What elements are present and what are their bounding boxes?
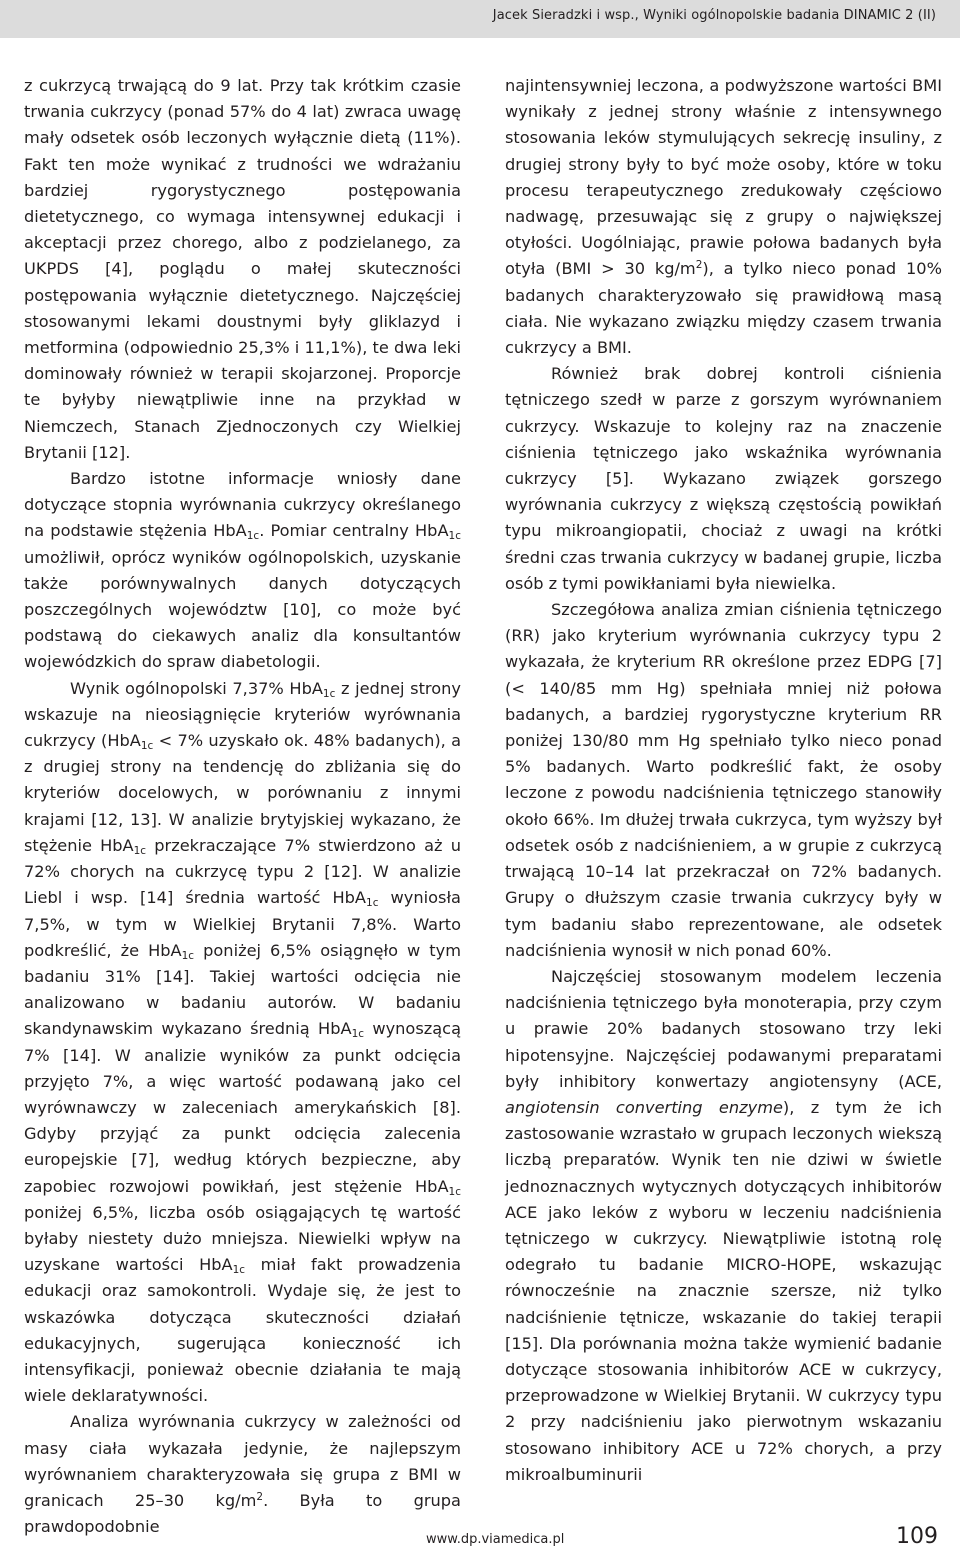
right-column xyxy=(505,73,942,1488)
paragraph: z cukrzycą trwającą do 9 lat. Przy tak krótkim czasie trwania cukrzycy (ponad 57% do 4 lat) zwraca uwagę mały odsetek osób leczonych wyłącznie dietą (11%). Fakt ten może wynikać z trudności we wdrażaniu bardziej rygorystycznego postępowania dietetycznego, co wymaga intensywnej edukacji i akceptacji przez chorego, albo z podzielanego, za UKPDS [4], poglądu o małej skuteczności postępowania wyłącznie dietetycznego. Najczęściej stosowanymi lekami doustnymi były gliklazyd i metformina (odpowiednio 25,3% i 11,1%), te dwa leki dominowały również w terapii skojarzonej. Proporcje te byłyby niewątpliwie inne na przykład w Niemczech, Stanach Zjednoczonych czy Wielkiej Brytanii [12]. xyxy=(24,76,461,462)
page-number: 109 xyxy=(896,1524,938,1549)
running-title: Jacek Sieradzki i wsp., Wyniki ogólnopolskie badania DINAMIC 2 (II) xyxy=(492,8,936,23)
running-header xyxy=(0,0,960,38)
paragraph: Najczęściej stosowanym modelem leczenia nadciśnienia tętniczego była monoterapia, przy czym u prawie 20% badanych stosowano trzy leki hipotensyjne. Najczęściej podawanymi preparatami były inhibitory konwertazy angiotensyny (ACE, angiotensin converting enzyme), z tym że ich zastosowanie wzrastało w grupach leczonych wiekszą liczbą preparatów. Wynik ten nie dziwi w świetle jednoznacznych wytycznych dotyczących inhibitorów ACE jako leków z wyboru w leczeniu nadciśnienia tętniczego w cukrzycy. Niewątpliwie istotną rolę odegrało tu badanie MICRO-HOPE, wskazując równocześnie na znacznie szersze, niż tylko nadciśnienie tętnicze, wskazanie do takiej terapii [15]. Dla porównania można także wymienić badanie dotyczące stosowania inhibitorów ACE w cukrzycy, przeprowadzone w Wielkiej Brytanii. W cukrzycy typu 2 przy nadciśnieniu jako pierwotnym wskazaniu stosowano inhibitory ACE u 72% chorych, a przy mikroalbuminurii xyxy=(505,966,943,1484)
paragraph: Również brak dobrej kontroli ciśnienia tętniczego szedł w parze z gorszym wyrównaniem cukrzycy. Wskazuje to kolejny raz na znaczenie ciśnienia tętniczego jako wskaźnika wyrównania cukrzycy [5]. Wykazano związek gorszego wyrównania cukrzycy z większą częstością powikłań typu mikroangiopatii, chociaż z uwagi na krótki średni czas trwania cukrzycy w badanej grupie, liczba osób z tymi powikłaniami była niewielka. xyxy=(505,364,942,593)
paragraph: najintensywniej leczona, a podwyższone wartości BMI wynikały z jednej strony właśnie z intensywnego stosowania leków stymulujących sekrecję insuliny, z drugiej strony były to być może osoby, które w toku procesu terapeutycznego zredukowały częściowo nadwagę, przesuwając się z grupy o największej otyłości. Uogólniając, prawie połowa badanych była otyła (BMI > 30 $kg/m^2$), a tylko nieco ponad 10% badanych charakteryzowało się prawidłową masą ciała. Nie wykazano związku między czasem trwania cukrzycy a BMI. xyxy=(505,76,942,358)
paragraph: Bardzo istotne informacje wniosły dane dotyczące stopnia wyrównania cukrzycy określanego na podstawie stężenia HbA$_{1c}$. Pomiar centralny HbA$_{1c}$ umożliwił, oprócz wyników ogólnopolskich, uzyskanie także porównywalnych danych dotyczących poszczególnych województw [10], co może być podstawą do ciekawych analiz dla konsultantów wojewódzkich do spraw diabetologii. xyxy=(24,469,461,672)
left-column xyxy=(24,73,461,1540)
journal-url: www.dp.viamedica.pl xyxy=(426,1532,565,1547)
paragraph: Analiza wyrównania cukrzycy w zależności od masy ciała wykazała jedynie, że najlepszym wyrównaniem charakteryzowała się grupa z BMI w granicach 25–30 $kg/m^2$. Była to grupa prawdopodobnie xyxy=(24,1412,461,1537)
paragraph: Szczegółowa analiza zmian ciśnienia tętniczego (RR) jako kryterium wyrównania cukrzycy typu 2 wykazała, że kryterium RR określone przez EDPG [7] (< 140/85 mm Hg) spełniała mniej niż połowa badanych, a bardziej rygorystyczne kryterium RR poniżej 130/80 mm Hg spełniało tylko nieco ponad 5% badanych. Warto podkreślić fakt, że osoby leczone z powodu nadciśnienia tętniczego stanowiły około 66%. Im dłużej trwała cukrzyca, tym wyższy był odsetek osób z nadciśnieniem, a w grupie z cukrzycą trwającą 10–14 lat przekraczał on 72% badanych. Grupy o dłuższym czasie trwania cukrzycy były w tym badaniu słabo reprezentowane, ale odsetek nadciśnienia wynosił w nich ponad 60%. xyxy=(505,600,942,960)
paragraph: Wynik ogólnopolski 7,37% HbA$_{1c}$ z jednej strony wskazuje na nieosiągnięcie kryteriów wyrównania cukrzycy (HbA$_{1c}$ < 7% uzyskało ok. 48% badanych), a z drugiej strony na tendencję do zbliżania się do kryteriów docelowych, w porównaniu z innymi krajami [12, 13]. W analizie brytyjskiej wykazano, że stężenie HbA$_{1c}$ przekraczające 7% stwierdzono aż u 72% chorych na cukrzycę typu 2 [12]. W analizie Liebl i wsp. [14] średnia wartość HbA$_{1c}$ wyniosła 7,5%, w tym w Wielkiej Brytanii 7,8%. Warto podkreślić, że HbA$_{1c}$ poniżej 6,5% osiągnęło w tym badaniu 31% [14]. Takiej wartości odcięcia nie analizowano w badaniu autorów. W badaniu skandynawskim wykazano średnią HbA$_{1c}$ wynoszącą 7% [14]. W analizie wyników za punkt odcięcia przyjęto 7%, a więc wartość podawaną jako cel wyrównawczy w zaleceniach amerykańskich [8]. Gdyby przyjąć za punkt odcięcia zalecenia europejskie [7], według których bezpieczne, aby zapobiec rozwojowi powikłań, jest stężenie HbA$_{1c}$ poniżej 6,5%, liczba osób osiągających tę wartość byłaby niestety dużo mniejsza. Niewielki wpływ na uzyskane wartości HbA$_{1c}$ miał fakt prowadzenia edukacji oraz samokontroli. Wydaje się, że jest to wskazówka dotycząca skuteczności działań edukacyjnych, sugerująca konieczność ich intensyfikacji, ponieważ obecnie działania te mają wiele deklaratywności. xyxy=(24,678,462,1406)
